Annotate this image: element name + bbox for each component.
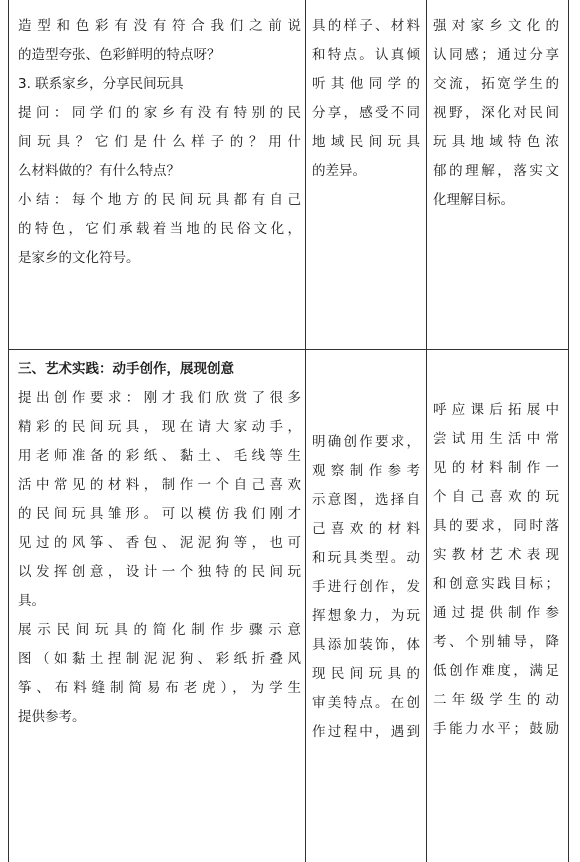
lesson-plan-table	[8, 0, 569, 862]
text-line: 作过程中，遇到	[312, 724, 420, 740]
text-line: 的民间玩具雏形。可以模仿我们刚才	[18, 506, 301, 522]
section-title: 三、艺术实践：动手创作，展现创意	[18, 361, 234, 377]
text-line: 筝、布料缝制简易布老虎），为学生	[18, 680, 301, 696]
text-line: 的差异。	[312, 163, 366, 179]
text-line: 己喜欢的材料	[312, 521, 420, 537]
row2-teacher-activity	[18, 355, 301, 732]
text-line: 见的材料制作一	[433, 460, 559, 476]
text-line: 地域民间玩具	[312, 134, 420, 150]
text-line: 用老师准备的彩纸、黏土、毛线等生	[18, 448, 301, 464]
text-line: 手能力水平；鼓励	[433, 721, 559, 737]
text-line: 么材料做的？有什么特点？	[18, 163, 180, 179]
text-line: 玩具地域特色浓	[433, 134, 559, 150]
text-line: 化理解目标。	[433, 192, 514, 208]
text-line: 间玩具？它们是什么样子的？用什	[18, 134, 301, 150]
text-line: 视野，深化对民间	[433, 105, 559, 121]
text-line: 低创作难度，满足	[433, 663, 559, 679]
text-line: 挥想象力，为玩	[312, 608, 420, 624]
text-line: 交流，拓宽学生的	[433, 76, 559, 92]
text-line: 审美特点。在创	[312, 695, 420, 711]
row1-design-intent	[433, 12, 559, 215]
row2-design-intent	[433, 396, 559, 744]
text-line: 的特色，它们承载着当地的民俗文化，	[18, 221, 301, 237]
table-border-right	[568, 0, 569, 862]
text-line: 二年级学生的动	[433, 692, 559, 708]
text-line: 实教材艺术表现	[433, 547, 559, 563]
text-line: 的造型夸张、色彩鲜明的特点呀？	[18, 47, 221, 63]
text-line: 精彩的民间玩具，现在请大家动手，	[18, 419, 301, 435]
text-line: 具。	[18, 593, 45, 609]
column-divider-1	[305, 0, 306, 862]
text-line: 和特点。认真倾	[312, 47, 420, 63]
text-line: 考、个别辅导，降	[433, 634, 559, 650]
text-line: 小结：每个地方的民间玩具都有自己	[18, 192, 301, 208]
text-line: 具的样子、材料	[312, 18, 420, 34]
text-line: 听其他同学的	[312, 76, 420, 92]
text-line: 提供参考。	[18, 709, 86, 725]
row2-student-activity	[312, 428, 420, 747]
text-line: 尝试用生活中常	[433, 431, 559, 447]
row1-student-activity	[312, 12, 420, 186]
text-line: 示意图，选择自	[312, 492, 420, 508]
row1-teacher-activity	[18, 12, 301, 273]
text-line: 展示民间玩具的简化制作步骤示意	[18, 622, 301, 638]
text-line: 提出创作要求：刚才我们欣赏了很多	[18, 390, 301, 406]
text-line: 具的要求，同时落	[433, 518, 559, 534]
text-line: 个自己喜欢的玩	[433, 489, 559, 505]
text-line: 现民间玩具的	[312, 666, 420, 682]
text-line: 强对家乡文化的	[433, 18, 559, 34]
text-line: 分享，感受不同	[312, 105, 420, 121]
text-line: 以发挥创意，设计一个独特的民间玩	[18, 564, 301, 580]
text-line: 通过提供制作参	[433, 605, 559, 621]
text-line: 手进行创作，发	[312, 579, 420, 595]
text-line: 明确创作要求，	[312, 434, 420, 450]
text-line: 呼应课后拓展中	[433, 402, 559, 418]
text-line: 活中常见的材料，制作一个自己喜欢	[18, 477, 301, 493]
text-line: 是家乡的文化符号。	[18, 250, 140, 266]
text-line: 图（如黏土捏制泥泥狗、彩纸折叠风	[18, 651, 301, 667]
text-line: 观察制作参考	[312, 463, 420, 479]
table-border-left	[8, 0, 9, 862]
column-divider-2	[426, 0, 427, 862]
text-line: 造型和色彩有没有符合我们之前说	[18, 18, 301, 34]
subsection-heading: 3. 联系家乡，分享民间玩具	[18, 76, 184, 92]
row-divider	[8, 349, 569, 350]
text-line: 郁的理解，落实文	[433, 163, 559, 179]
text-line: 见过的风筝、香包、泥泥狗等，也可	[18, 535, 301, 551]
text-line: 和玩具类型。动	[312, 550, 420, 566]
text-line: 具添加装饰，体	[312, 637, 420, 653]
text-line: 和创意实践目标；	[433, 576, 559, 592]
text-line: 认同感；通过分享	[433, 47, 559, 63]
text-line: 提问：同学们的家乡有没有特别的民	[18, 105, 301, 121]
